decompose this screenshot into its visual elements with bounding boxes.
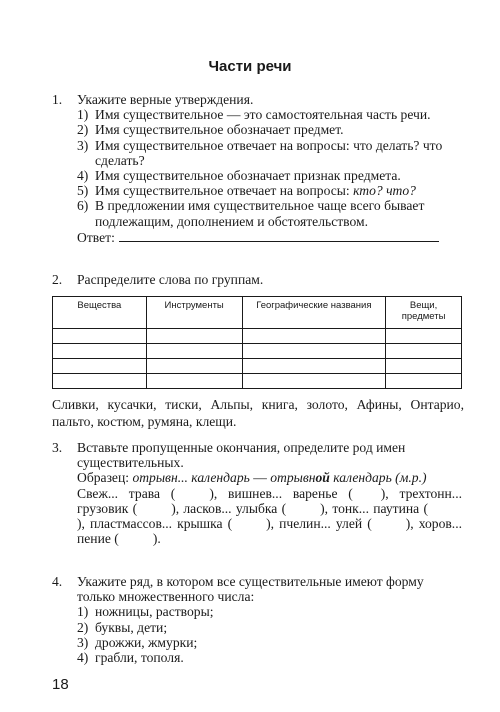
question-3 <box>52 440 462 546</box>
groups-table <box>52 296 462 389</box>
column-header: Инструменты <box>146 297 242 329</box>
question-4 <box>52 574 462 665</box>
option-4: 4) грабли, тополя. <box>77 650 184 666</box>
page-title: Части речи <box>208 58 292 75</box>
table-row <box>53 359 462 374</box>
answer-row <box>77 229 462 245</box>
answer-line[interactable] <box>119 229 439 242</box>
table-row <box>53 344 462 359</box>
question-number: 4. <box>52 574 63 589</box>
option-1: 1) Имя существительное — это самостоятельная часть речи. <box>77 107 431 123</box>
option-3: 3) дрожжи, жмурки; <box>77 634 198 650</box>
option-3: 3) Имя существительное отвечает на вопросы: что делать? что сделать? <box>77 137 443 168</box>
answer-label: Ответ: <box>77 229 115 245</box>
table-row <box>53 329 462 344</box>
question-number: 1. <box>52 92 63 107</box>
question-prompt: Распределите слова по группам. <box>77 272 264 287</box>
question-number: 3. <box>52 440 63 455</box>
option-6: 6) В предложении имя существительное чаще всего бывает подлежащим, дополнением и обстоятельством. <box>77 198 425 229</box>
question-2 <box>52 272 462 287</box>
question-prompt: Укажите верные утверждения. <box>77 92 254 107</box>
example: Образец: отрывн... календарь — отрывной календарь (м.р.) <box>77 470 427 486</box>
option-2: 2) Имя существительное обозначает предмет. <box>77 122 344 138</box>
option-2: 2) буквы, дети; <box>77 619 168 635</box>
option-1: 1) ножницы, растворы; <box>77 604 214 620</box>
page-number: 18 <box>52 676 69 693</box>
question-prompt: Укажите ряд, в котором все существительные имеют форму только множественного числа: <box>77 574 424 605</box>
option-5: 5) Имя существительное отвечает на вопросы: кто? что? <box>77 183 416 199</box>
option-4: 4) Имя существительное обозначает признак предмета. <box>77 168 401 184</box>
column-header: Географические названия <box>242 297 386 329</box>
question-prompt: Вставьте пропущенные окончания, определите род имен существительных. <box>77 440 406 471</box>
table-row <box>53 374 462 389</box>
question-number: 2. <box>52 272 63 287</box>
fill-in-items: Свеж... трава ( ), вишнев... варенье ( ), трехтонн... грузовик ( ), ласков... улыбка ( ), тонк... паутина (), пластмассов... крышка ( ), пчелин... улей ( ), хоров... пение ( ). <box>77 485 462 547</box>
question-1 <box>52 92 462 245</box>
column-header: Вещи, предметы <box>386 297 462 329</box>
column-header: Вещества <box>53 297 147 329</box>
word-list: Сливки, кусачки, тиски, Альпы, книга, золото, Афины, Онтарио, пальто, костюм, румяна, клещи. <box>52 397 464 429</box>
